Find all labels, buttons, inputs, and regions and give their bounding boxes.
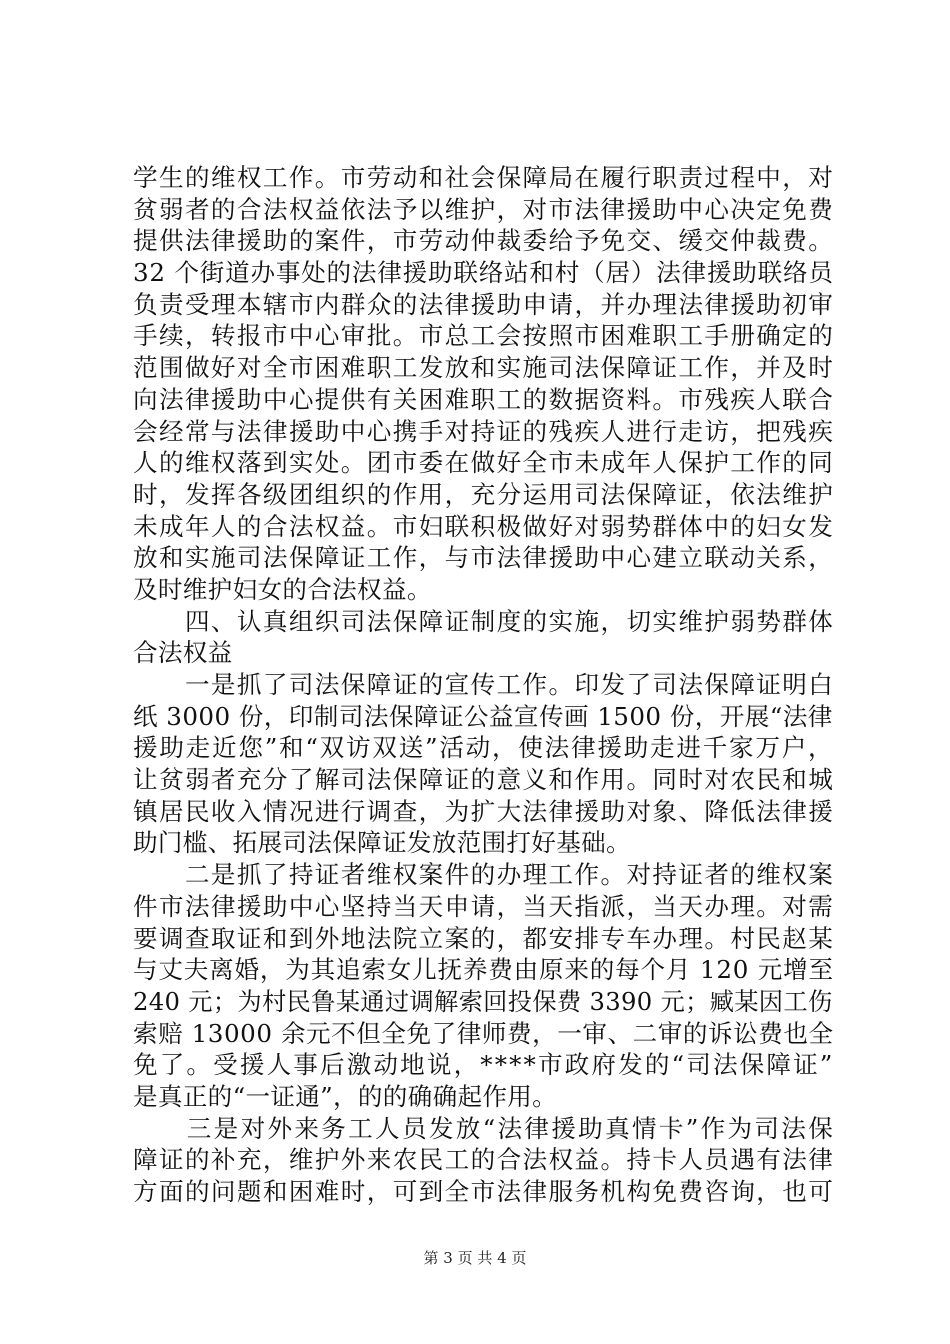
text-line: 会经常与法律援助中心携手对持证的残疾人进行走访，把残疾 [133, 416, 835, 446]
text-line: 件市法律援助中心坚持当天申请，当天指派，当天办理。对需 [133, 891, 835, 921]
body-text [133, 162, 836, 1208]
text-line: 合法权益 [133, 638, 233, 668]
text-line: 手续，转报市中心审批。市总工会按照市困难职工手册确定的 [133, 321, 835, 351]
text-line: 时，发挥各级团组织的作用，充分运用司法保障证，依法维护 [133, 479, 835, 509]
text-line: 索赔 13000 余元不但全免了律师费，一审、二审的诉讼费也全 [133, 1018, 834, 1048]
page-footer: 第 3 页 共 4 页 [423, 1249, 527, 1267]
text-line: 是真正的“一证通”，的的确确起作用。 [133, 1081, 558, 1111]
text-line: 纸 3000 份，印制司法保障证公益宣传画 1500 份，开展“法律 [133, 701, 833, 731]
text-line: 援助走近您”和“双访双送”活动，使法律援助走进千家万户， [133, 733, 835, 763]
text-line: 与丈夫离婚，为其追索女儿抚养费由原来的每个月 120 元增至 [133, 955, 834, 985]
text-line: 四、认真组织司法保障证制度的实施，切实维护弱势群体 [133, 606, 835, 636]
text-line: 及时维护妇女的合法权益。 [133, 574, 432, 604]
text-line: 未成年人的合法权益。市妇联积极做好对弱势群体中的妇女发 [133, 511, 835, 541]
text-line: 让贫弱者充分了解司法保障证的意义和作用。同时对农民和城 [133, 765, 835, 795]
text-line: 二是抓了持证者维权案件的办理工作。对持证者的维权案 [133, 860, 835, 890]
text-line: 贫弱者的合法权益依法予以维护，对市法律援助中心决定免费 [133, 194, 835, 224]
text-line: 向法律援助中心提供有关困难职工的数据资料。市残疾人联合 [133, 384, 835, 414]
text-line: 负责受理本辖市内群众的法律援助申请，并办理法律援助初审 [133, 289, 835, 319]
text-line: 三是对外来务工人员发放“法律援助真情卡”作为司法保 [133, 1113, 836, 1143]
text-line: 32 个街道办事处的法律援助联络站和村（居）法律援助联络员 [133, 258, 834, 288]
text-line: 学生的维权工作。市劳动和社会保障局在履行职责过程中，对 [133, 163, 835, 192]
text-line: 免了。受援人事后激动地说，****市政府发的“司法保障证” [133, 1050, 835, 1080]
text-line: 240 元；为村民鲁某通过调解索回投保费 3390 元；臧某因工伤 [133, 986, 833, 1016]
text-line: 范围做好对全市困难职工发放和实施司法保障证工作，并及时 [133, 353, 835, 383]
text-line: 一是抓了司法保障证的宣传工作。印发了司法保障证明白 [133, 670, 835, 699]
text-line: 人的维权落到实处。团市委在做好全市未成年人保护工作的同 [133, 448, 835, 478]
text-line: 镇居民收入情况进行调查，为扩大法律援助对象、降低法律援 [133, 796, 835, 826]
text-line: 要调查取证和到外地法院立案的，都安排专车办理。村民赵某 [133, 923, 835, 953]
text-line: 助门槛、拓展司法保障证发放范围打好基础。 [133, 828, 631, 858]
text-line: 障证的补充，维护外来农民工的合法权益。持卡人员遇有法律 [133, 1145, 835, 1175]
text-line: 提供法律援助的案件，市劳动仲裁委给予免交、缓交仲裁费。 [133, 226, 835, 256]
text-line: 放和实施司法保障证工作，与市法律援助中心建立联动关系， [133, 543, 835, 573]
text-line: 方面的问题和困难时，可到全市法律服务机构免费咨询，也可 [133, 1177, 835, 1206]
